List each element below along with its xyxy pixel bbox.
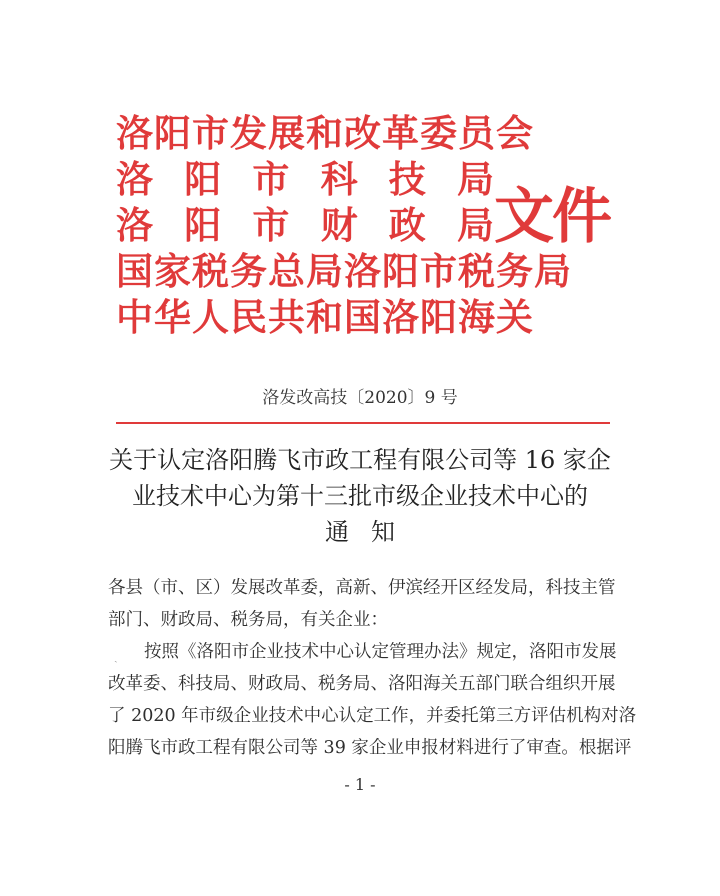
- document-title: [100, 442, 620, 550]
- issuer-customs: 中华人民共和国洛阳海关: [116, 295, 534, 339]
- issuer-development-reform: 洛阳市发展和改革委员会: [116, 111, 534, 155]
- paragraph-line: 按照《洛阳市企业技术中心认定管理办法》规定，洛阳市发展: [144, 642, 617, 662]
- document-body: [108, 572, 637, 764]
- document-label: 文件: [494, 182, 610, 252]
- issuer-science-bureau: 洛 阳 市 科 技 局: [116, 157, 494, 201]
- paragraph-line: 改革委、科技局、财政局、税务局、洛阳海关五部门联合组织开展: [108, 674, 616, 694]
- addressee-line: 各县（市、区）发展改革委，高新、伊滨经开区经发局，科技主管: [108, 578, 616, 598]
- title-line-1: 关于认定洛阳腾飞市政工程有限公司等 16 家企: [109, 446, 611, 474]
- red-divider: [116, 422, 610, 424]
- issuer-tax-bureau: 国家税务总局洛阳市税务局: [116, 249, 572, 293]
- scan-mark: ˎ: [114, 650, 118, 663]
- title-line-2: 业技术中心为第十三批市级企业技术中心的: [132, 482, 588, 510]
- addressee-line: 部门、财政局、税务局，有关企业：: [108, 610, 388, 630]
- paragraph-line: 了 2020 年市级企业技术中心认定工作，并委托第三方评估机构对洛: [108, 706, 637, 726]
- page-number: - 1 -: [344, 775, 376, 794]
- issuer-finance-bureau: 洛 阳 市 财 政 局: [116, 203, 494, 247]
- document-number: 洛发改高技〔2020〕9 号: [262, 388, 458, 408]
- title-line-3: 通知: [325, 518, 417, 546]
- paragraph-line: 阳腾飞市政工程有限公司等 39 家企业申报材料进行了审查。根据评: [108, 738, 632, 758]
